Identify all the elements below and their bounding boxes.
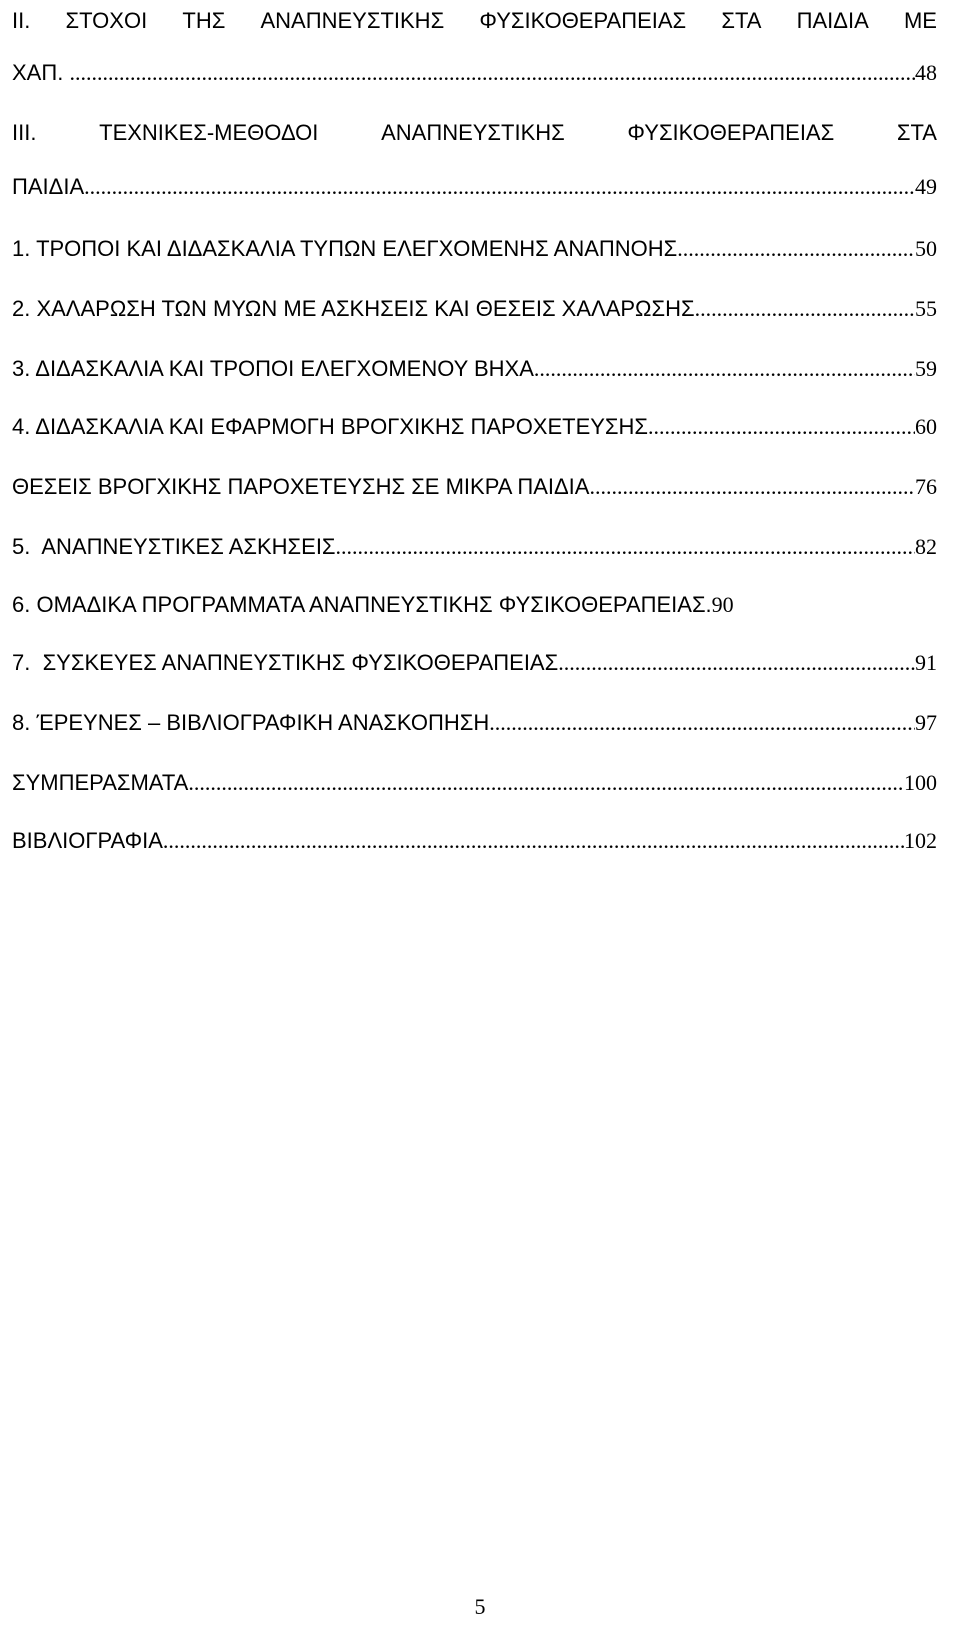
dot-leader (489, 708, 915, 738)
toc-word: ΣΤΑ (896, 120, 937, 145)
toc-page-number: 55 (915, 296, 937, 321)
toc-page-number: 76 (915, 474, 937, 499)
toc-page-number: 59 (915, 356, 937, 381)
toc-entry-conclusions[interactable] (12, 768, 937, 798)
toc-word: ΠΑΙΔΙΑ (796, 8, 869, 33)
toc-entry-section-8[interactable] (12, 708, 937, 738)
dot-leader (558, 648, 915, 678)
dot-leader (589, 472, 915, 502)
toc-entry-section-6[interactable] (12, 590, 937, 620)
toc-word: ΦΥΣΙΚΟΘΕΡΑΠΕΙΑΣ (627, 120, 835, 145)
toc-entry-bibliography[interactable] (12, 826, 937, 856)
toc-page-number: 50 (915, 236, 937, 261)
toc-entry-3-heading-line1 (12, 118, 937, 148)
dot-leader (163, 826, 904, 856)
toc-entry-section-4[interactable] (12, 412, 937, 442)
dot-leader (648, 412, 915, 442)
toc-entry-section-2[interactable] (12, 294, 937, 324)
toc-entry-3-heading-line2[interactable] (12, 172, 937, 202)
toc-entry-title: 3. ΔΙΔΑΣΚΑΛΙΑ ΚΑΙ ΤΡΟΠΟΙ ΕΛΕΓΧΟΜΕΝΟΥ ΒΗΧΑ (12, 356, 534, 381)
toc-entry-title: 4. ΔΙΔΑΣΚΑΛΙΑ ΚΑΙ ΕΦΑΡΜΟΓΗ ΒΡΟΓΧΙΚΗΣ ΠΑΡΟΧΕΤΕΥΣΗΣ (12, 414, 649, 439)
toc-entry-title: ΣΥΜΠΕΡΑΣΜΑΤΑ (12, 770, 189, 795)
dot-leader (188, 768, 904, 798)
dot-leader (336, 532, 915, 562)
toc-entry-title: ΘΕΣΕΙΣ ΒΡΟΓΧΙΚΗΣ ΠΑΡΟΧΕΤΕΥΣΗΣ ΣΕ ΜΙΚΡΑ ΠΑΙΔΙΑ (12, 474, 590, 499)
toc-word: III. (12, 120, 37, 145)
toc-word: ΣΤΟΧΟΙ (65, 8, 148, 33)
dot-leader (534, 354, 915, 384)
toc-word: ΦΥΣΙΚΟΘΕΡΑΠΕΙΑΣ (479, 8, 687, 33)
page-number: 5 (474, 1594, 486, 1619)
dot-leader (677, 234, 915, 264)
toc-entry-title: ΒΙΒΛΙΟΓΡΑΦΙΑ (12, 828, 163, 853)
dot-leader (84, 172, 915, 202)
toc-entry-section-5[interactable] (12, 532, 937, 562)
toc-page-number: 102 (904, 828, 937, 853)
toc-entry-title: 7. ΣΥΣΚΕΥΕΣ ΑΝΑΠΝΕΥΣΤΙΚΗΣ ΦΥΣΙΚΟΘΕΡΑΠΕΙΑΣ (12, 650, 559, 675)
toc-entry-section-1[interactable] (12, 234, 937, 264)
toc-entry-title: ΠΑΙΔΙΑ (12, 174, 85, 199)
toc-word: ΜΕ (903, 8, 937, 33)
dot-leader (69, 58, 915, 88)
toc-page-number: 82 (915, 534, 937, 559)
toc-page-number: 97 (915, 710, 937, 735)
toc-page-number: 60 (915, 414, 937, 439)
toc-word: ΤΗΣ (182, 8, 226, 33)
toc-page-number: 100 (904, 770, 937, 795)
toc-page-number: 90 (711, 592, 734, 617)
toc-entry-title: 6. ΟΜΑΔΙΚΑ ΠΡΟΓΡΑΜΜΑΤΑ ΑΝΑΠΝΕΥΣΤΙΚΗΣ ΦΥΣΙΚΟΘΕΡΑΠΕΙΑΣ. (12, 592, 712, 617)
toc-word: ΣΤΑ (721, 8, 762, 33)
toc-entry-title: ΧΑΠ. (12, 60, 70, 85)
toc-page-number: 91 (915, 650, 937, 675)
toc-entry-title: 2. ΧΑΛΑΡΩΣΗ ΤΩΝ ΜΥΩΝ ΜΕ ΑΣΚΗΣΕΙΣ ΚΑΙ ΘΕΣΕΙΣ ΧΑΛΑΡΩΣΗΣ (12, 296, 695, 321)
toc-entry-subsection[interactable] (12, 472, 937, 502)
dot-leader (695, 294, 915, 324)
toc-entry-title: 8. ΈΡΕΥΝΕΣ – ΒΙΒΛΙΟΓΡΑΦΙΚΗ ΑΝΑΣΚΟΠΗΣΗ (12, 710, 490, 735)
toc-entry-2-heading-line1 (12, 6, 937, 36)
toc-entry-section-7[interactable] (12, 648, 937, 678)
toc-entry-section-3[interactable] (12, 354, 937, 384)
toc-word: ΑΝΑΠΝΕΥΣΤΙΚΗΣ (381, 120, 565, 145)
toc-entry-title: 1. ΤΡΟΠΟΙ ΚΑΙ ΔΙΔΑΣΚΑΛΙΑ ΤΥΠΩΝ ΕΛΕΓΧΟΜΕΝΗΣ ΑΝΑΠΝΟΗΣ (12, 236, 678, 261)
toc-entry-title: 5. ΑΝΑΠΝΕΥΣΤΙΚΕΣ ΑΣΚΗΣΕΙΣ (12, 534, 336, 559)
toc-word: II. (12, 8, 31, 33)
toc-page-number: 48 (915, 60, 937, 85)
toc-page-number: 49 (915, 174, 937, 199)
toc-word: ΑΝΑΠΝΕΥΣΤΙΚΗΣ (260, 8, 445, 33)
toc-entry-2-heading-line2[interactable] (12, 58, 937, 88)
toc-word: ΤΕΧΝΙΚΕΣ-ΜΕΘΟΔΟΙ (99, 120, 319, 145)
